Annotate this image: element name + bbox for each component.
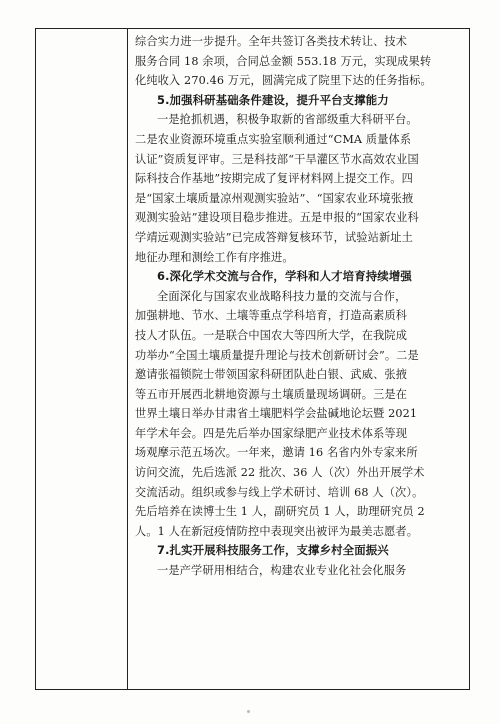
text-line: 等五市开展西北耕地资源与土壤质量现场调研。三是在 [135, 387, 408, 401]
section-heading: 7.扎实开展科技服务工作，支撑乡村全面振兴 [157, 543, 389, 558]
text-line: 是“国家土壤质量凉州观测实验站”、“国家农业环境张掖 [135, 191, 414, 205]
section-heading: 5.加强科研基础条件建设，提升平台支撑能力 [157, 92, 389, 107]
text-line: 一是产学研用相结合，构建农业专业化社会化服务 [157, 564, 407, 578]
text-line: 年学术年会。四是先后举办国家绿肥产业技术体系等现 [135, 426, 408, 440]
text-line: 服务合同 18 余项，合同总金额 553.18 万元，实现成果转 [135, 54, 432, 68]
text-line: 综合实力进一步提升。全年共签订各类技术转让、技术 [135, 35, 408, 48]
text-line: 先后培养在读博士生 1 人，副研究员 1 人，助理研究员 2 [135, 505, 425, 519]
text-line: 功举办“全国土壤质量提升理论与技术创新研讨会”。二是 [135, 348, 419, 362]
text-line: 邀请张福锁院士带领国家科研团队赴白银、武威、张掖 [135, 368, 408, 382]
page-mark [247, 710, 250, 713]
table-frame [35, 28, 470, 690]
text-line: 场观摩示范五场次。一年来，邀请 16 名省内外专家来所 [135, 446, 418, 460]
text-line: 技人才队伍。一是联合中国农大等四所大学，在我院成 [135, 328, 408, 342]
text-line: 交流活动。组织或参与线上学术研讨、培训 68 人（次）。 [135, 485, 424, 499]
text-line: 学靖远观测实验站”已完成答辩复核环节，试验站新址土 [135, 230, 413, 244]
text-line: 一是抢抓机遇，积极争取新的省部级重大科研平台。 [157, 113, 418, 127]
text-line: 认证”资质复评审。三是科技部“干旱灌区节水高效农业国 [135, 152, 419, 166]
text-line: 全面深化与国家农业战略科技力量的交流与合作， [157, 289, 407, 303]
text-line: 世界土壤日举办甘肃省土壤肥料学会盐碱地论坛暨 2021 [135, 407, 418, 421]
text-line: 人。1 人在新冠疫情防控中表现突出被评为最美志愿者。 [135, 524, 419, 538]
text-line: 际科技合作基地”按期完成了复评材料网上提交工作。四 [135, 172, 413, 186]
section-heading: 6.深化学术交流与合作，学科和人才培育持续增强 [157, 269, 412, 284]
table-content-cell [135, 32, 463, 581]
table-left-column [36, 29, 128, 689]
text-line: 地征办理和测绘工作有序推进。 [135, 250, 294, 264]
text-line: 加强耕地、节水、土壤等重点学科培育，打造高素质科 [135, 309, 408, 323]
text-line: 观测实验站”建设项目稳步推进。五是申报的“国家农业科 [135, 211, 419, 225]
text-line: 二是农业资源环境重点实验室顺利通过“CMA 质量体系 [135, 132, 412, 146]
text-line: 化纯收入 270.46 万元，圆满完成了院里下达的任务指标。 [135, 74, 432, 88]
text-line: 访问交流，先后选派 22 批次、36 人（次）外出开展学术 [135, 466, 425, 480]
